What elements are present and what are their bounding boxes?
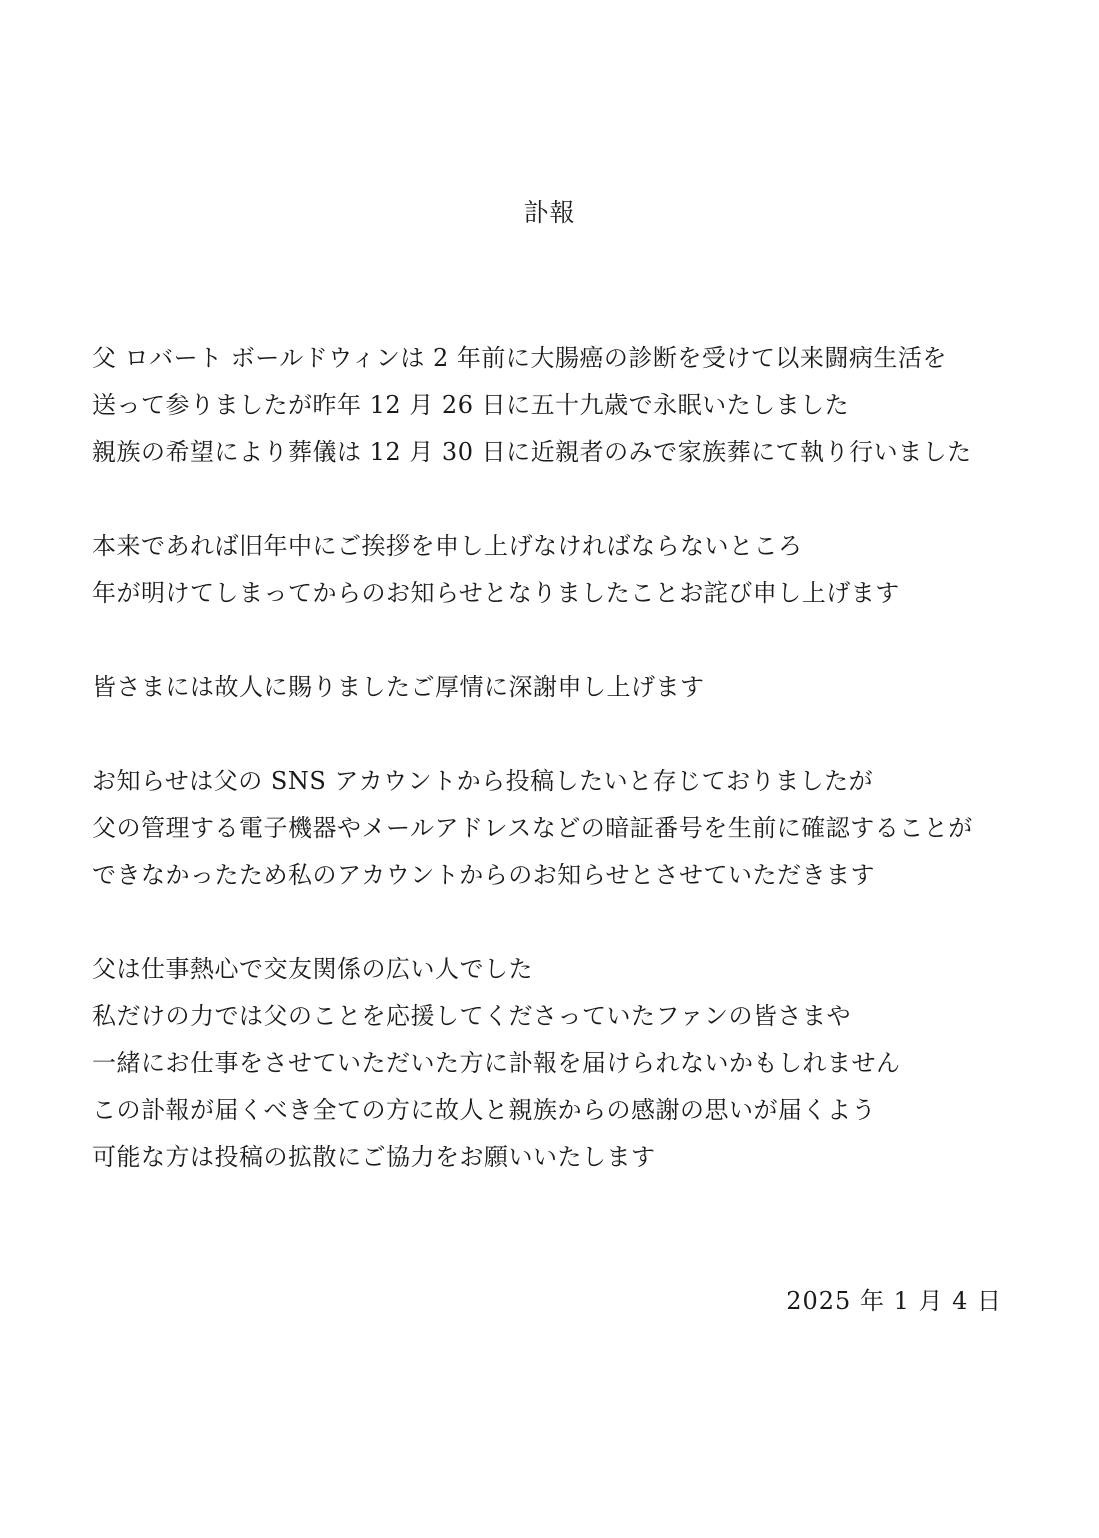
paragraph-apology — [92, 523, 1032, 617]
document-title: 訃報 — [523, 198, 576, 227]
text-line: 父は仕事熱心で交友関係の広い人でした — [92, 955, 533, 983]
paragraph-request — [92, 946, 1032, 1181]
text-line: この訃報が届くべき全ての方に故人と親族からの感謝の思いが届くよう — [92, 1096, 876, 1124]
text-line: 可能な方は投稿の拡散にご協力をお願いいたします — [92, 1143, 656, 1171]
paragraph-announcement — [92, 335, 1032, 476]
text-line: 年が明けてしまってからのお知らせとなりましたことお詫び申し上げます — [92, 579, 900, 607]
text-line: 父の管理する電子機器やメールアドレスなどの暗証番号を生前に確認することが — [92, 814, 973, 842]
paragraph-gratitude — [92, 664, 1032, 711]
document-body — [92, 335, 1032, 1228]
paragraph-account-notice — [92, 758, 1032, 899]
document-date: 2025 年 1 月 4 日 — [786, 1287, 1002, 1315]
text-line: 父 ロバート ボールドウィンは 2 年前に大腸癌の診断を受けて以来闘病生活を — [92, 344, 947, 372]
text-line: 一緒にお仕事をさせていただいた方に訃報を届けられないかもしれません — [92, 1049, 901, 1077]
text-line: 送って参りましたが昨年 12 月 26 日に五十九歳で永眠いたしました — [92, 391, 850, 419]
text-line: 皆さまには故人に賜りましたご厚情に深謝申し上げます — [92, 673, 705, 701]
text-line: 本来であれば旧年中にご挨拶を申し上げなければならないところ — [92, 532, 803, 560]
text-line: 私だけの力では父のことを応援してくださっていたファンの皆さまや — [92, 1002, 852, 1030]
text-line: お知らせは父の SNS アカウントから投稿したいと存じておりましたが — [92, 767, 874, 795]
text-line: できなかったため私のアカウントからのお知らせとさせていただきます — [92, 861, 876, 889]
text-line: 親族の希望により葬儀は 12 月 30 日に近親者のみで家族葬にて執り行いました — [92, 438, 972, 466]
